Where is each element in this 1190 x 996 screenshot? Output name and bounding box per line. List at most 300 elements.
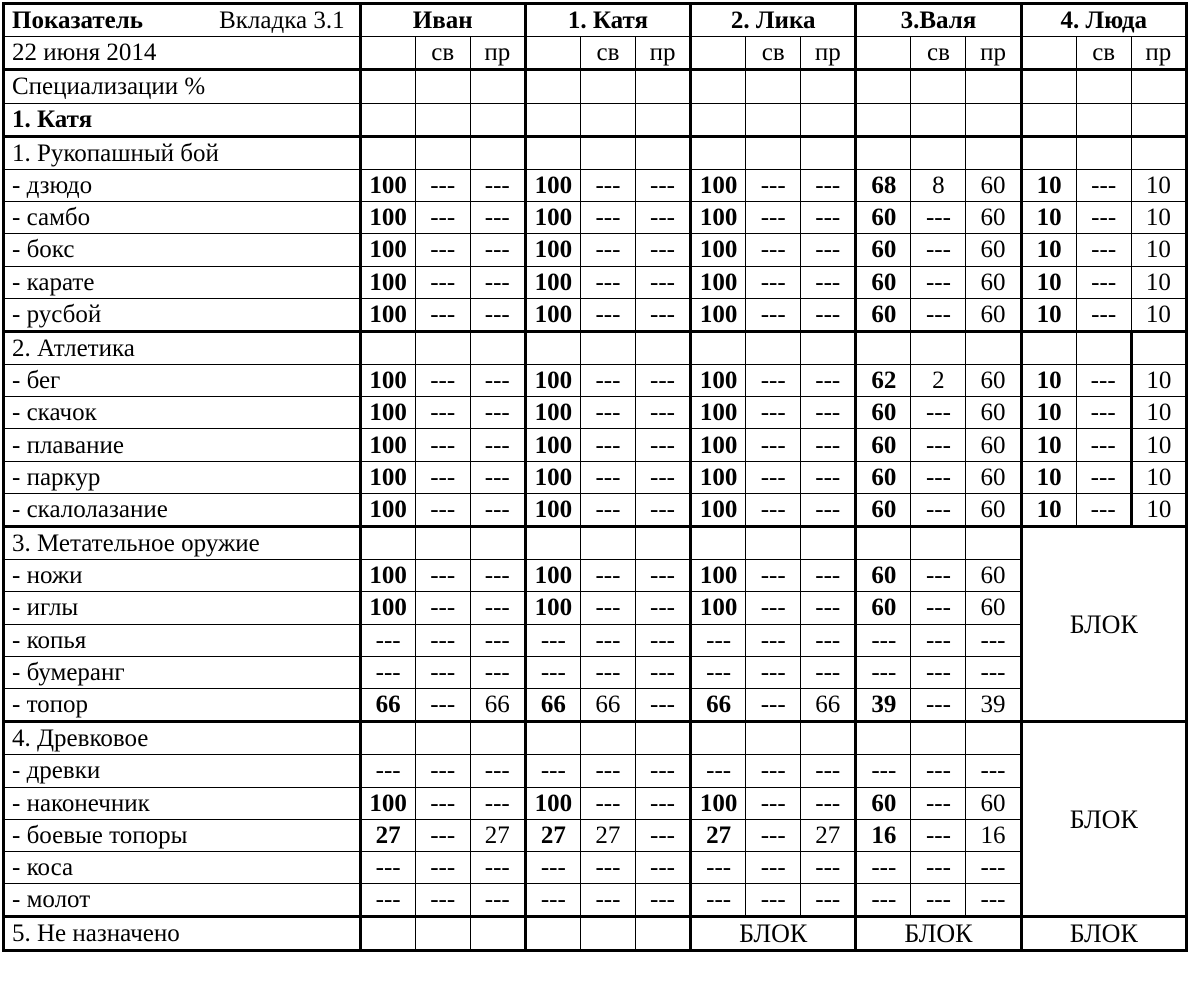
empty-cell xyxy=(801,70,856,103)
value-cell: 100 xyxy=(360,397,415,429)
value-cell: --- xyxy=(470,560,525,592)
empty-cell xyxy=(691,331,746,364)
value-cell: 10 xyxy=(1131,429,1186,461)
empty-cell xyxy=(856,103,911,136)
row-label: - паркур xyxy=(4,461,361,493)
value-cell: --- xyxy=(746,755,801,787)
group-title: 3. Метательное оружие xyxy=(4,527,361,560)
value-cell: 60 xyxy=(856,298,911,331)
value-cell: --- xyxy=(911,688,966,721)
empty-cell xyxy=(691,136,746,169)
value-cell: 10 xyxy=(1021,298,1076,331)
empty-cell xyxy=(635,917,690,951)
empty-cell xyxy=(470,103,525,136)
value-cell: 100 xyxy=(360,560,415,592)
value-cell: --- xyxy=(911,266,966,298)
sub-sv: св xyxy=(1076,37,1131,70)
value-cell: 10 xyxy=(1021,234,1076,266)
value-cell: --- xyxy=(415,365,470,397)
empty-cell xyxy=(415,136,470,169)
value-cell: 100 xyxy=(525,592,580,624)
value-cell: 27 xyxy=(580,819,635,851)
empty-cell xyxy=(415,722,470,755)
value-cell: 100 xyxy=(525,365,580,397)
empty-cell xyxy=(1131,103,1186,136)
value-cell: 100 xyxy=(525,234,580,266)
value-cell: --- xyxy=(580,787,635,819)
value-cell: --- xyxy=(746,365,801,397)
table-row xyxy=(4,298,1187,331)
person-header-lika: 2. Лика xyxy=(691,4,856,37)
value-cell: 100 xyxy=(360,592,415,624)
value-cell: --- xyxy=(911,493,966,526)
value-cell: --- xyxy=(691,851,746,883)
value-cell: --- xyxy=(415,202,470,234)
value-cell: --- xyxy=(470,397,525,429)
block-cell: БЛОК xyxy=(1021,527,1186,722)
empty-cell xyxy=(470,70,525,103)
value-cell: 66 xyxy=(801,688,856,721)
empty-cell xyxy=(415,527,470,560)
table-row xyxy=(4,592,1187,624)
value-cell: --- xyxy=(746,624,801,656)
value-cell: --- xyxy=(911,755,966,787)
value-cell: --- xyxy=(415,493,470,526)
value-cell: --- xyxy=(801,656,856,688)
value-cell: --- xyxy=(580,461,635,493)
value-cell: 10 xyxy=(1131,397,1186,429)
header-row-2 xyxy=(4,37,1187,70)
value-cell: 60 xyxy=(966,365,1021,397)
value-cell: 100 xyxy=(691,461,746,493)
value-cell: --- xyxy=(635,169,690,201)
value-cell: 27 xyxy=(691,819,746,851)
value-cell: 60 xyxy=(966,298,1021,331)
empty-cell xyxy=(470,331,525,364)
row-label: - топор xyxy=(4,688,361,721)
value-cell: --- xyxy=(525,851,580,883)
value-cell: 27 xyxy=(360,819,415,851)
value-cell: --- xyxy=(691,884,746,917)
value-cell: --- xyxy=(746,787,801,819)
empty-cell xyxy=(691,70,746,103)
empty-cell xyxy=(580,527,635,560)
empty-cell xyxy=(911,527,966,560)
value-cell: --- xyxy=(525,656,580,688)
value-cell: --- xyxy=(801,266,856,298)
empty-cell xyxy=(525,136,580,169)
empty-cell xyxy=(691,527,746,560)
section-row xyxy=(4,103,1187,136)
value-cell: 100 xyxy=(525,298,580,331)
value-cell: --- xyxy=(635,234,690,266)
row-label: - плавание xyxy=(4,429,361,461)
table-row xyxy=(4,365,1187,397)
value-cell: --- xyxy=(580,560,635,592)
value-cell: 10 xyxy=(1021,365,1076,397)
value-cell: --- xyxy=(580,851,635,883)
empty-cell xyxy=(966,136,1021,169)
sub-pr: пр xyxy=(635,37,690,70)
value-cell: 66 xyxy=(470,688,525,721)
table-row xyxy=(4,851,1187,883)
empty-cell xyxy=(360,70,415,103)
row-label: - русбой xyxy=(4,298,361,331)
sub-pr: пр xyxy=(801,37,856,70)
table-row xyxy=(4,755,1187,787)
value-cell: --- xyxy=(746,851,801,883)
table-row xyxy=(4,787,1187,819)
value-cell: 60 xyxy=(966,202,1021,234)
value-cell: --- xyxy=(360,656,415,688)
value-cell: 10 xyxy=(1021,429,1076,461)
person-header-valya: 3.Валя xyxy=(856,4,1021,37)
value-cell: 27 xyxy=(801,819,856,851)
value-cell: --- xyxy=(415,755,470,787)
value-cell: --- xyxy=(801,298,856,331)
value-cell: --- xyxy=(635,266,690,298)
empty-cell xyxy=(1021,331,1076,364)
value-cell: --- xyxy=(746,234,801,266)
value-cell: 66 xyxy=(525,688,580,721)
empty-cell xyxy=(856,136,911,169)
value-cell: 60 xyxy=(966,266,1021,298)
table-row xyxy=(4,493,1187,526)
value-cell: --- xyxy=(911,429,966,461)
value-cell: --- xyxy=(911,560,966,592)
table-row xyxy=(4,560,1187,592)
empty-cell xyxy=(1131,331,1186,364)
group-title: 4. Древковое xyxy=(4,722,361,755)
row-label: - молот xyxy=(4,884,361,917)
value-cell: --- xyxy=(911,592,966,624)
block-cell: БЛОК xyxy=(1021,722,1186,917)
value-cell: --- xyxy=(360,624,415,656)
value-cell: --- xyxy=(801,365,856,397)
value-cell: --- xyxy=(911,461,966,493)
value-cell: 100 xyxy=(360,493,415,526)
value-cell: 100 xyxy=(525,397,580,429)
value-cell: --- xyxy=(691,755,746,787)
row-label: - карате xyxy=(4,266,361,298)
value-cell: --- xyxy=(691,656,746,688)
value-cell: 10 xyxy=(1021,169,1076,201)
value-cell: 10 xyxy=(1021,202,1076,234)
value-cell: --- xyxy=(911,202,966,234)
empty-cell xyxy=(635,103,690,136)
value-cell: --- xyxy=(635,688,690,721)
value-cell: 8 xyxy=(911,169,966,201)
empty-cell xyxy=(911,103,966,136)
value-cell: --- xyxy=(415,169,470,201)
empty-cell xyxy=(360,527,415,560)
value-cell: --- xyxy=(415,656,470,688)
value-cell: 10 xyxy=(1021,461,1076,493)
value-cell: --- xyxy=(1076,266,1131,298)
empty-cell xyxy=(1131,136,1186,169)
value-cell: --- xyxy=(801,560,856,592)
row-label: - скачок xyxy=(4,397,361,429)
empty-cell xyxy=(525,331,580,364)
value-cell: 27 xyxy=(470,819,525,851)
value-cell: --- xyxy=(415,234,470,266)
value-cell: --- xyxy=(1076,397,1131,429)
value-cell: --- xyxy=(580,397,635,429)
unassigned-row xyxy=(4,917,1187,951)
empty-cell xyxy=(1131,70,1186,103)
empty-cell xyxy=(1021,136,1076,169)
value-cell: --- xyxy=(746,493,801,526)
value-cell: --- xyxy=(415,851,470,883)
value-cell: --- xyxy=(580,202,635,234)
empty-cell xyxy=(801,722,856,755)
value-cell: --- xyxy=(801,851,856,883)
value-cell: --- xyxy=(415,688,470,721)
row-label: - бумеранг xyxy=(4,656,361,688)
value-cell: 100 xyxy=(360,169,415,201)
value-cell: --- xyxy=(580,234,635,266)
value-cell: --- xyxy=(966,755,1021,787)
empty-cell xyxy=(966,527,1021,560)
table-row xyxy=(4,397,1187,429)
value-cell: --- xyxy=(580,592,635,624)
value-cell: --- xyxy=(470,461,525,493)
value-cell: --- xyxy=(470,234,525,266)
table-row xyxy=(4,234,1187,266)
table-row xyxy=(4,819,1187,851)
value-cell: --- xyxy=(415,298,470,331)
value-cell: --- xyxy=(470,202,525,234)
value-cell: --- xyxy=(635,656,690,688)
value-cell: 16 xyxy=(856,819,911,851)
empty-cell xyxy=(801,527,856,560)
value-cell: --- xyxy=(580,429,635,461)
table-row xyxy=(4,202,1187,234)
value-cell: --- xyxy=(525,624,580,656)
value-cell: --- xyxy=(856,755,911,787)
value-cell: 100 xyxy=(691,234,746,266)
value-cell: 60 xyxy=(856,592,911,624)
empty-cell xyxy=(966,103,1021,136)
value-cell: 60 xyxy=(856,429,911,461)
value-cell: --- xyxy=(635,493,690,526)
value-cell: --- xyxy=(415,787,470,819)
group-title: 2. Атлетика xyxy=(4,331,361,364)
value-cell: 16 xyxy=(966,819,1021,851)
value-cell: --- xyxy=(746,819,801,851)
value-cell: --- xyxy=(911,234,966,266)
value-cell: 100 xyxy=(691,202,746,234)
value-cell: --- xyxy=(746,429,801,461)
value-cell: 10 xyxy=(1131,461,1186,493)
value-cell: 60 xyxy=(856,202,911,234)
empty-cell xyxy=(1076,70,1131,103)
value-cell: --- xyxy=(635,429,690,461)
value-cell: --- xyxy=(746,202,801,234)
value-cell: 100 xyxy=(360,234,415,266)
empty-cell xyxy=(580,722,635,755)
value-cell: 10 xyxy=(1131,169,1186,201)
empty-cell xyxy=(1021,70,1076,103)
value-cell: --- xyxy=(470,592,525,624)
empty-cell xyxy=(966,331,1021,364)
value-cell: 100 xyxy=(525,461,580,493)
empty-cell xyxy=(415,917,470,951)
value-cell: --- xyxy=(360,851,415,883)
empty-cell xyxy=(966,722,1021,755)
value-cell: --- xyxy=(911,819,966,851)
header-title-cell xyxy=(4,4,361,37)
section-title: Специализации % xyxy=(4,70,361,103)
value-cell: --- xyxy=(1076,429,1131,461)
table-row xyxy=(4,429,1187,461)
empty-cell xyxy=(746,527,801,560)
empty-cell xyxy=(691,103,746,136)
value-cell: --- xyxy=(746,884,801,917)
value-cell: --- xyxy=(580,656,635,688)
value-cell: --- xyxy=(635,365,690,397)
value-cell: --- xyxy=(801,169,856,201)
value-cell: 100 xyxy=(525,493,580,526)
value-cell: --- xyxy=(911,851,966,883)
value-cell: --- xyxy=(746,656,801,688)
table-row xyxy=(4,624,1187,656)
value-cell: 66 xyxy=(691,688,746,721)
value-cell: --- xyxy=(580,365,635,397)
value-cell: --- xyxy=(856,851,911,883)
value-cell: --- xyxy=(856,624,911,656)
value-cell: --- xyxy=(1076,298,1131,331)
value-cell: 100 xyxy=(360,429,415,461)
value-cell: --- xyxy=(911,884,966,917)
value-cell: --- xyxy=(470,851,525,883)
value-cell: 100 xyxy=(360,461,415,493)
value-cell: --- xyxy=(1076,169,1131,201)
table-row xyxy=(4,266,1187,298)
empty-cell xyxy=(801,136,856,169)
value-cell: --- xyxy=(1076,234,1131,266)
table-row xyxy=(4,461,1187,493)
empty-cell xyxy=(1076,136,1131,169)
value-cell: --- xyxy=(746,461,801,493)
value-cell: --- xyxy=(746,397,801,429)
value-cell: --- xyxy=(635,884,690,917)
value-cell: --- xyxy=(801,755,856,787)
group-title-row xyxy=(4,527,1187,560)
value-cell: --- xyxy=(966,624,1021,656)
value-cell: --- xyxy=(911,397,966,429)
empty-cell xyxy=(635,70,690,103)
value-cell: 60 xyxy=(856,461,911,493)
empty-cell xyxy=(635,136,690,169)
value-cell: 100 xyxy=(525,787,580,819)
value-cell: 39 xyxy=(966,688,1021,721)
value-cell: 60 xyxy=(966,461,1021,493)
value-cell: --- xyxy=(911,787,966,819)
row-label: - иглы xyxy=(4,592,361,624)
value-cell: --- xyxy=(470,656,525,688)
value-cell: 10 xyxy=(1131,493,1186,526)
value-cell: 60 xyxy=(856,234,911,266)
value-cell: 100 xyxy=(691,169,746,201)
value-cell: 10 xyxy=(1131,266,1186,298)
value-cell: 10 xyxy=(1021,493,1076,526)
empty-cell xyxy=(746,722,801,755)
value-cell: --- xyxy=(580,493,635,526)
row-label: - копья xyxy=(4,624,361,656)
empty-cell xyxy=(856,331,911,364)
table-row xyxy=(4,884,1187,917)
value-cell: --- xyxy=(635,298,690,331)
value-cell: --- xyxy=(746,266,801,298)
value-cell: --- xyxy=(801,234,856,266)
value-cell: 100 xyxy=(360,298,415,331)
value-cell: --- xyxy=(635,397,690,429)
value-cell: 10 xyxy=(1131,365,1186,397)
value-cell: --- xyxy=(470,365,525,397)
value-cell: --- xyxy=(580,298,635,331)
value-cell: 60 xyxy=(966,234,1021,266)
value-cell: --- xyxy=(580,624,635,656)
value-cell: --- xyxy=(856,656,911,688)
row-label: - скалолазание xyxy=(4,493,361,526)
value-cell: --- xyxy=(580,755,635,787)
value-cell: 100 xyxy=(360,266,415,298)
value-cell: 100 xyxy=(691,365,746,397)
value-cell: 60 xyxy=(966,560,1021,592)
value-cell: 62 xyxy=(856,365,911,397)
table-row xyxy=(4,688,1187,721)
value-cell: 100 xyxy=(691,298,746,331)
indicator-label: Показатель xyxy=(12,7,143,35)
person-header-ivan: Иван xyxy=(360,4,525,37)
value-cell: --- xyxy=(415,592,470,624)
empty-cell xyxy=(525,722,580,755)
section-title: 1. Катя xyxy=(4,103,361,136)
empty-cell xyxy=(470,136,525,169)
value-cell: --- xyxy=(470,884,525,917)
table-row xyxy=(4,169,1187,201)
value-cell: 60 xyxy=(966,493,1021,526)
value-cell: --- xyxy=(635,851,690,883)
empty-cell xyxy=(525,70,580,103)
empty-cell xyxy=(360,103,415,136)
value-cell: 66 xyxy=(360,688,415,721)
value-cell: --- xyxy=(635,560,690,592)
value-cell: 10 xyxy=(1131,202,1186,234)
value-cell: --- xyxy=(1076,461,1131,493)
value-cell: 60 xyxy=(966,592,1021,624)
value-cell: --- xyxy=(746,298,801,331)
empty-cell xyxy=(415,103,470,136)
value-cell: --- xyxy=(635,202,690,234)
value-cell: 10 xyxy=(1131,234,1186,266)
value-cell: --- xyxy=(801,493,856,526)
empty-cell xyxy=(911,136,966,169)
value-cell: 100 xyxy=(691,560,746,592)
group-title-row xyxy=(4,331,1187,364)
value-cell: 68 xyxy=(856,169,911,201)
value-cell: --- xyxy=(801,787,856,819)
empty-cell xyxy=(580,917,635,951)
value-cell: --- xyxy=(470,787,525,819)
empty-cell xyxy=(746,331,801,364)
block-cell: БЛОК xyxy=(1021,917,1186,951)
empty-cell xyxy=(856,70,911,103)
empty-cell xyxy=(635,527,690,560)
value-cell: --- xyxy=(801,202,856,234)
empty-cell xyxy=(360,722,415,755)
